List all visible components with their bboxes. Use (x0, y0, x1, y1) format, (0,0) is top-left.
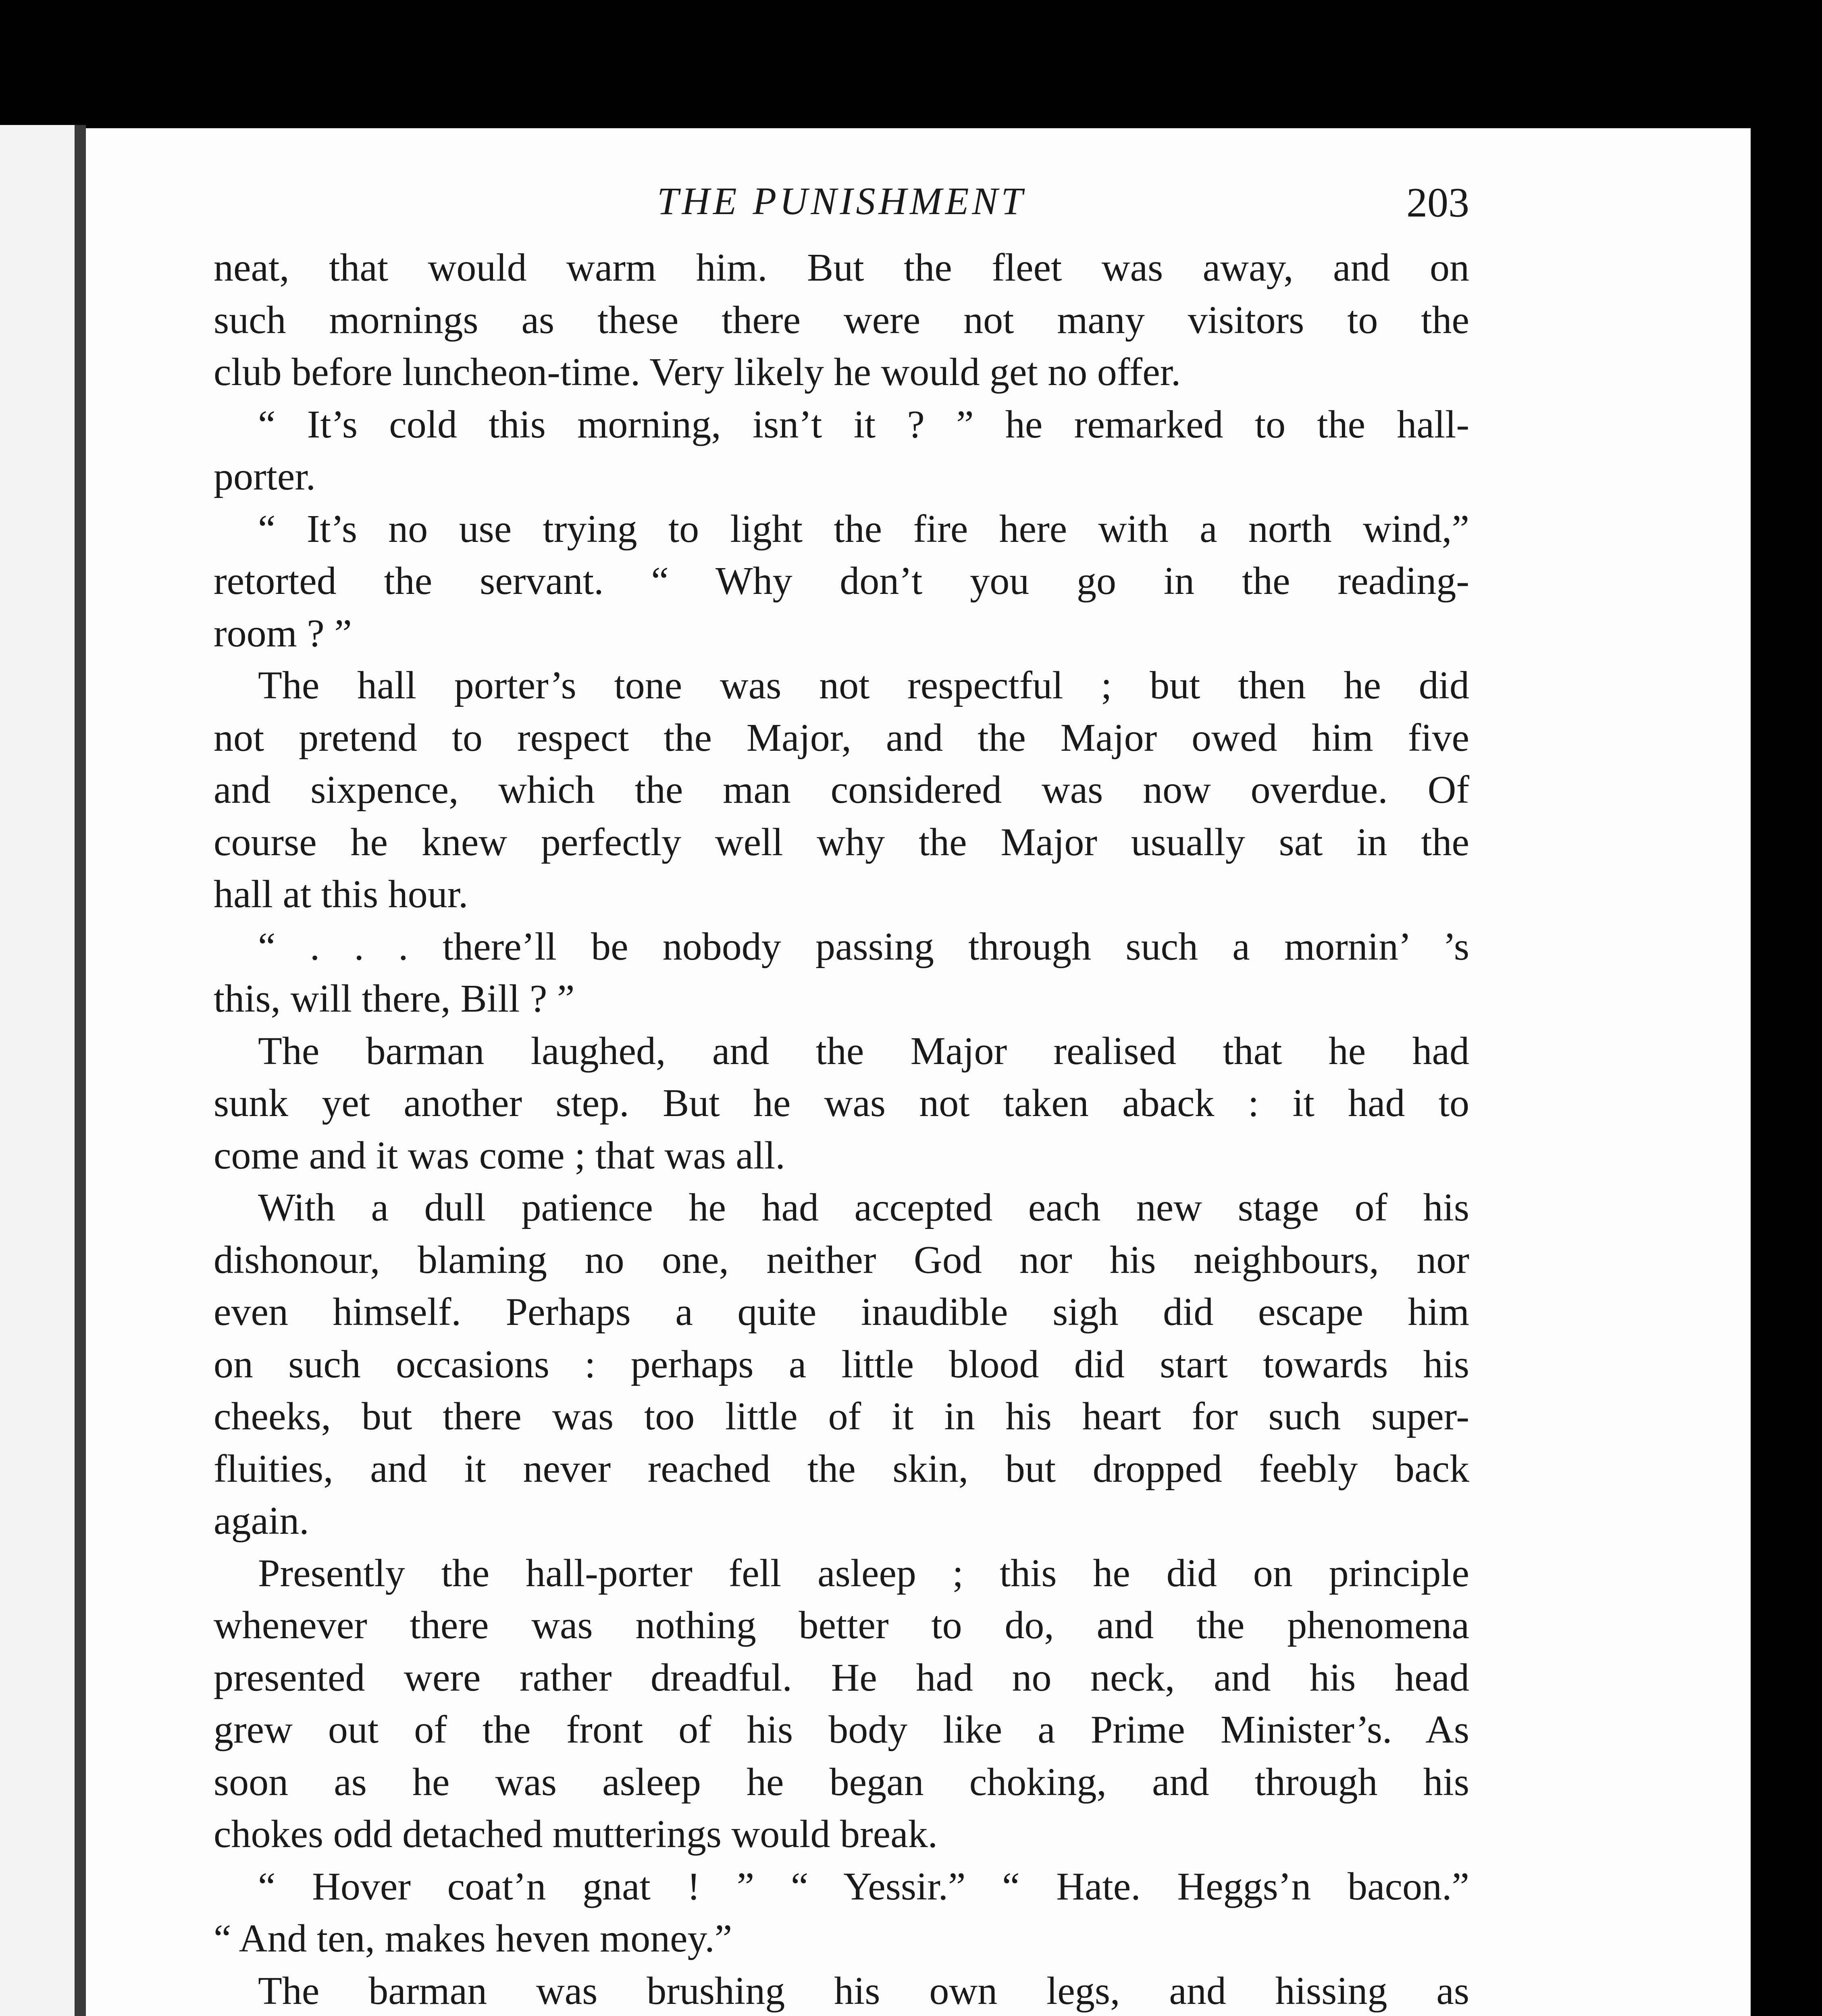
text-line: The hall porter’s tone was not respectful ; but then he did (258, 664, 1469, 707)
text-line: With a dull patience he had accepted each new stage of his (258, 1186, 1469, 1229)
text-line: come and it was come ; that was all. (214, 1133, 785, 1177)
text-line: The barman was brushing his own legs, and hissing as (258, 1969, 1469, 2013)
text-line: hall at this hour. (214, 873, 468, 916)
text-line: again. (214, 1499, 309, 1543)
text-line: dishonour, blaming no one, neither God nor his neighbours, nor (214, 1238, 1469, 1282)
text-line: fluities, and it never reached the skin, but dropped feebly back (214, 1447, 1469, 1491)
text-line: Presently the hall-porter fell asleep ; this he did on principle (258, 1551, 1469, 1595)
text-line: soon as he was asleep he began choking, and through his (214, 1760, 1469, 1804)
text-line: course he knew perfectly well why the Major usually sat in the (214, 820, 1469, 864)
text-line: such mornings as these there were not many visitors to the (214, 298, 1469, 342)
text-line: porter. (214, 455, 316, 498)
text-line: club before luncheon-time. Very likely he would get no offer. (214, 350, 1181, 394)
text-line: cheeks, but there was too little of it in his heart for such super- (214, 1395, 1469, 1438)
text-line: grew out of the front of his body like a Prime Minister’s. As (214, 1708, 1469, 1752)
text-line: The barman laughed, and the Major realised that he had (258, 1029, 1469, 1073)
text-line: not pretend to respect the Major, and the Major owed him five (214, 716, 1469, 760)
running-title: THE PUNISHMENT (657, 179, 1026, 223)
body-text (214, 242, 1469, 2016)
text-line: even himself. Perhaps a quite inaudible sigh did escape him (214, 1290, 1469, 1334)
text-line: retorted the servant. “ Why don’t you go in the reading- (214, 559, 1469, 603)
facing-page-edge (0, 125, 86, 2016)
text-line: “ And ten, makes heven money.” (214, 1917, 732, 1960)
text-line: sunk yet another step. But he was not taken aback : it had to (214, 1081, 1469, 1125)
text-line: chokes odd detached mutterings would break. (214, 1812, 938, 1856)
text-line: presented were rather dreadful. He had no neck, and his head (214, 1656, 1469, 1699)
text-line: room ? ” (214, 611, 352, 655)
text-line: whenever there was nothing better to do, and the phenomena (214, 1604, 1469, 1647)
text-line: and sixpence, which the man considered was now overdue. Of (214, 768, 1469, 812)
page-number: 203 (1406, 179, 1469, 226)
text-line: “ . . . there’ll be nobody passing through such a mornin’ ’s (258, 925, 1469, 968)
running-head (214, 179, 1469, 243)
text-line: on such occasions : perhaps a little blood did start towards his (214, 1342, 1469, 1386)
text-line: “ Hover coat’n gnat ! ” “ Yessir.” “ Hate. Heggs’n bacon.” (258, 1864, 1469, 1908)
text-line: “ It’s cold this morning, isn’t it ? ” he remarked to the hall- (258, 402, 1469, 446)
text-line: this, will there, Bill ? ” (214, 977, 575, 1020)
text-line: “ It’s no use trying to light the fire here with a north wind,” (258, 507, 1469, 551)
text-line: neat, that would warm him. But the fleet was away, and on (214, 246, 1469, 289)
